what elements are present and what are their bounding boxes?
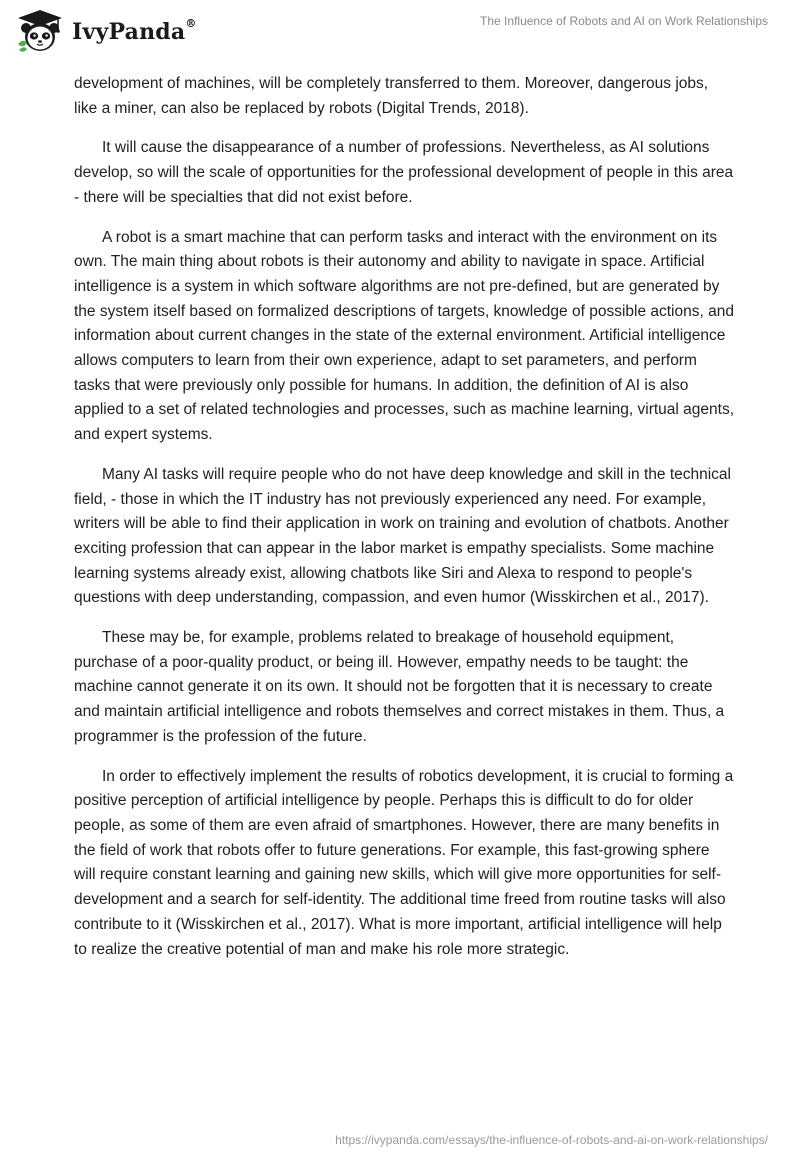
paragraph: Many AI tasks will require people who do not have deep knowledge and skill in the technical field, - those in which the IT industry has not previously experienced any need. For example, writers will be able to find their application in work on training and evolution of chatbots. Another exciting profession that can appear in the labor market is empathy specialists. Some machine learning systems already exist, allowing chatbots like Siri and Alexa to respond to people's questions with deep understanding, compassion, and even humor (Wisskirchen et al., 2017). [74, 465, 731, 607]
ivypanda-logo[interactable] [14, 8, 197, 54]
paragraph-continued: development of machines, will be completely transferred to them. Moreover, dangerous jobs, like a miner, can also be replaced by robots (Digital Trends, 2018). [74, 75, 709, 117]
paragraph: A robot is a smart machine that can perform tasks and interact with the environment on its own. The main thing about robots is their autonomy and ability to navigate in space. Artificial intelligence is a system in which software algorithms are not pre-defined, but are generated by the system itself based on formalized descriptions of targets, knowledge of possible actions, and information about current changes in the state of the external environment. Artificial intelligence allows computers to learn from their own experience, adapt to set parameters, and perform tasks that were previously only possible for humans. In addition, the definition of AI is also applied to a set of related technologies and processes, such as machine learning, virtual agents, and expert systems. [74, 228, 735, 444]
brand-name: IvyPanda® [72, 17, 197, 45]
document-title: The Influence of Robots and AI on Work Relationships [480, 14, 768, 28]
paragraph: In order to effectively implement the results of robotics development, it is crucial to forming a positive perception of artificial intelligence by people. Perhaps this is difficult to do for older people, as some of them are even afraid of smartphones. However, there are many benefits in the field of work that robots offer to future generations. For example, this fast-growing sphere will require constant learning and gaining new skills, which will give more opportunities for self-development and a search for self-identity. The additional time freed from routine tasks will also contribute to it (Wisskirchen et al., 2017). What is more important, artificial intelligence will help to realize the creative potential of man and make his role more strategic. [74, 767, 734, 958]
essay-body [74, 72, 734, 977]
panda-graduate-icon [14, 8, 66, 54]
paragraph: These may be, for example, problems related to breakage of household equipment, purchase of a poor-quality product, or being ill. However, empathy needs to be taught: the machine cannot generate it on its own. It should not be forgotten that it is necessary to create and maintain artificial intelligence and robots themselves and correct mistakes in them. Thus, a programmer is the profession of the future. [74, 629, 725, 745]
page-header [0, 0, 800, 70]
source-url-link[interactable]: https://ivypanda.com/essays/the-influence-of-robots-and-ai-on-work-relationships/ [335, 1133, 768, 1147]
paragraph: It will cause the disappearance of a number of professions. Nevertheless, as AI solutions develop, so will the scale of opportunities for the professional development of people in this area - there will be specialties that did not exist before. [74, 139, 734, 206]
